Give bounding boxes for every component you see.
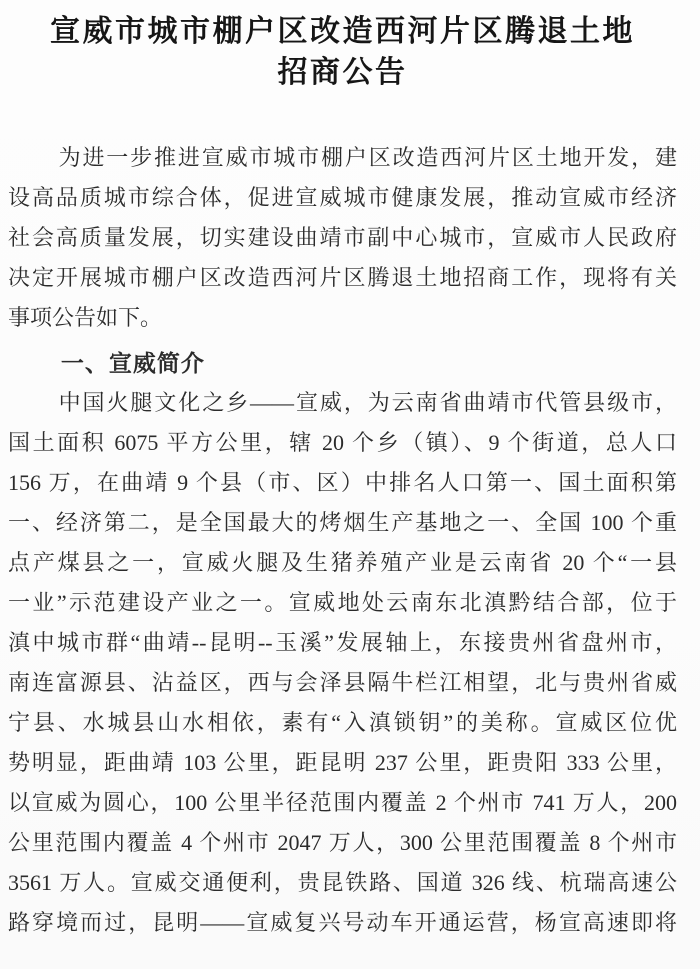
paragraph-line: 社会高质量发展，切实建设曲靖市副中心城市，宣威市人民政府 xyxy=(8,225,677,250)
paragraph-line: 决定开展城市棚户区改造西河片区腾退土地招商工作，现将有关 xyxy=(8,265,677,290)
paragraph-line: 以宣威为圆心，100 公里半径范围内覆盖 2 个州市 741 万人，200 xyxy=(8,790,677,815)
paragraph-line: 滇中城市群“曲靖--昆明--玉溪”发展轴上，东接贵州省盘州市， xyxy=(8,630,677,655)
document-body xyxy=(8,138,677,943)
paragraph-line: 势明显，距曲靖 103 公里，距昆明 237 公里，距贵阳 333 公里， xyxy=(8,750,677,775)
section-heading: 一、宣威简介 xyxy=(60,350,205,376)
paragraph-line: 设高品质城市综合体，促进宣威城市健康发展，推动宣威市经济 xyxy=(8,185,677,210)
paragraph-line: 点产煤县之一，宣威火腿及生猪养殖产业是云南省 20 个“一县 xyxy=(8,550,677,575)
paragraph-line: 南连富源县、沾益区，西与会泽县隔牛栏江相望，北与贵州省威 xyxy=(8,670,677,695)
document-title-line-1: 宣威市城市棚户区改造西河片区腾退土地 xyxy=(50,15,635,48)
paragraph-line: 为进一步推进宣威市城市棚户区改造西河片区土地开发，建 xyxy=(58,145,677,170)
document-title-line-2: 招商公告 xyxy=(277,56,408,89)
paragraph-line: 一、经济第二，是全国最大的烤烟生产基地之一、全国 100 个重 xyxy=(8,510,677,535)
paragraph xyxy=(8,138,677,338)
paragraph-line: 国土面积 6075 平方公里，辖 20 个乡（镇）、9 个街道，总人口 xyxy=(8,430,677,455)
paragraph-line: 156 万，在曲靖 9 个县（市、区）中排名人口第一、国土面积第 xyxy=(8,470,677,495)
paragraph-line: 中国火腿文化之乡——宣威，为云南省曲靖市代管县级市， xyxy=(58,390,677,415)
document-title xyxy=(8,11,677,93)
paragraph-line: 宁县、水城县山水相依，素有“入滇锁钥”的美称。宣威区位优 xyxy=(8,710,677,735)
paragraph-line: 事项公告如下。 xyxy=(8,305,163,330)
paragraph-line: 一业”示范建设产业之一。宣威地处云南东北滇黔结合部，位于 xyxy=(8,590,677,615)
section xyxy=(8,343,677,383)
paragraph-line: 路穿境而过，昆明——宣威复兴号动车开通运营，杨宣高速即将 xyxy=(8,910,677,935)
paragraph-line: 公里范围内覆盖 4 个州市 2047 万人，300 公里范围覆盖 8 个州市 xyxy=(8,830,677,855)
paragraph xyxy=(8,383,677,943)
paragraph-line: 3561 万人。宣威交通便利，贵昆铁路、国道 326 线、杭瑞高速公 xyxy=(8,870,677,895)
